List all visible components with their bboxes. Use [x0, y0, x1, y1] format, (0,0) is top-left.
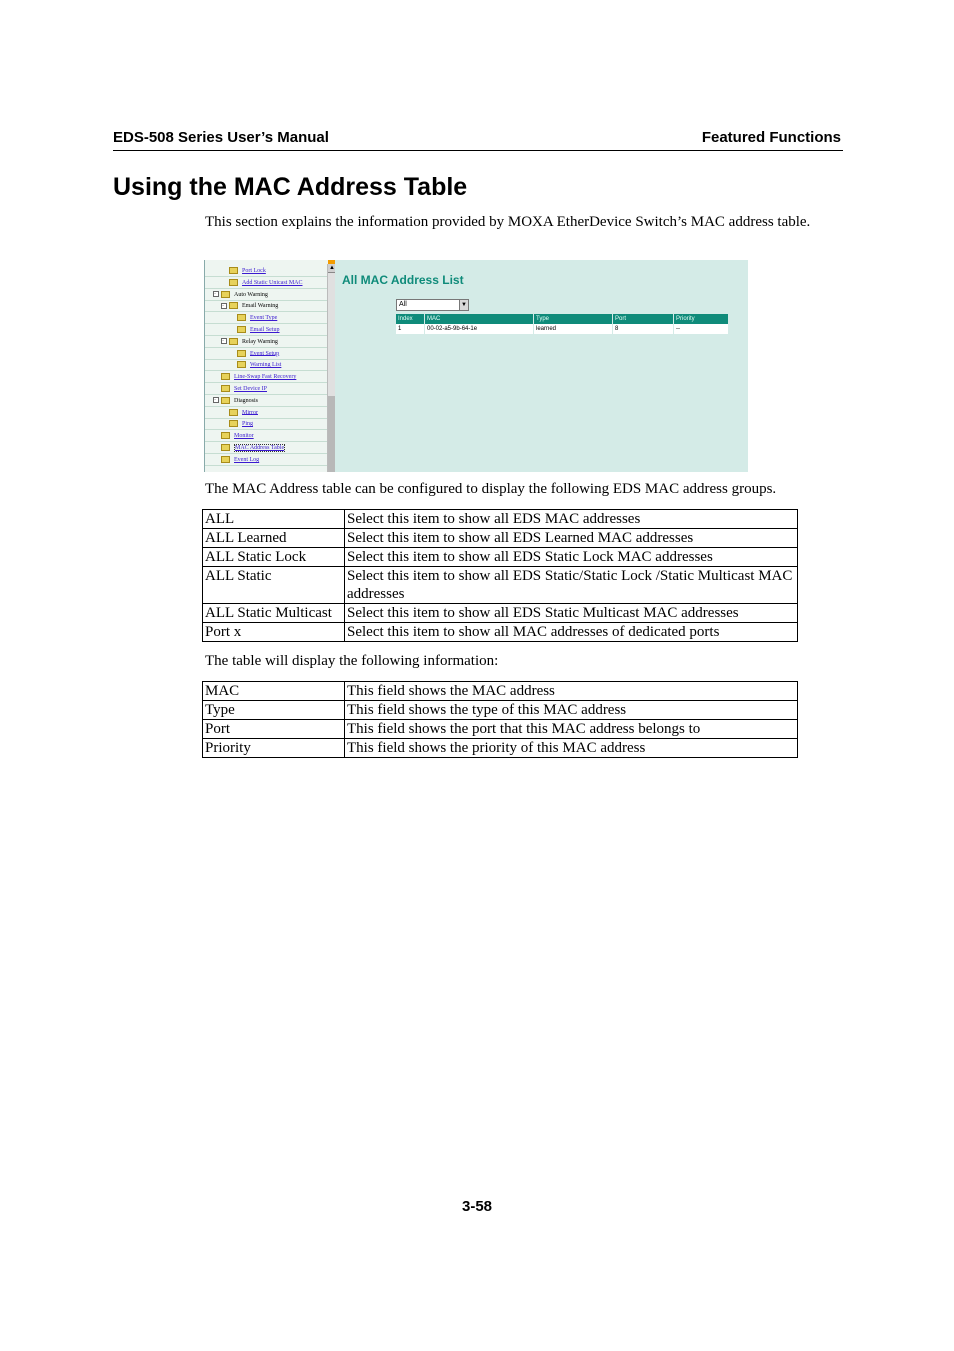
- tree-row-divider: [205, 429, 328, 430]
- table-cell: 8: [613, 324, 674, 334]
- section-title: Using the MAC Address Table: [113, 173, 468, 201]
- table-cell: 00-02-a5-9b-64-1e: [425, 324, 534, 334]
- tree-row-divider: [205, 370, 328, 371]
- table-row: [203, 720, 798, 739]
- item-name: ALL Static Lock: [203, 548, 345, 567]
- tree-item-label: Auto Warning: [234, 291, 268, 298]
- folder-icon: [229, 338, 238, 345]
- item-name: ALL: [203, 510, 345, 529]
- folder-icon: [237, 350, 246, 357]
- tree-item[interactable]: [221, 373, 296, 380]
- tree-item[interactable]: [229, 279, 303, 286]
- tree-item[interactable]: [221, 444, 285, 451]
- tree-row-divider: [205, 288, 328, 289]
- tree-item-label: Diagnosis: [234, 397, 258, 404]
- item-description: Select this item to show all EDS Learned MAC addresses: [345, 529, 798, 548]
- table-row: [203, 739, 798, 758]
- tree-item[interactable]: [229, 267, 266, 274]
- folder-icon: [229, 267, 238, 274]
- tree-row-divider: [205, 418, 328, 419]
- tree-row-divider: [205, 335, 328, 336]
- info-intro: The table will display the following information:: [205, 653, 499, 669]
- folder-icon: [229, 409, 238, 416]
- item-name: Type: [203, 701, 345, 720]
- table-row: [203, 567, 798, 604]
- folder-icon: [229, 302, 238, 309]
- tree-item-label: Event Log: [234, 456, 260, 463]
- chapter-title: Featured Functions: [701, 129, 841, 146]
- collapse-icon[interactable]: −: [213, 397, 219, 403]
- tree-item-label: Relay Warning: [242, 338, 278, 345]
- tree-item: [213, 397, 258, 404]
- tree-row-divider: [205, 323, 328, 324]
- tree-item[interactable]: [237, 350, 279, 357]
- tree-item: [221, 302, 278, 309]
- tree-item-label: Mirror: [242, 409, 258, 416]
- mac-list-table: [396, 314, 729, 334]
- item-description: This field shows the priority of this MAC address: [345, 739, 798, 758]
- folder-icon: [221, 373, 230, 380]
- item-name: ALL Learned: [203, 529, 345, 548]
- tree-item-label: Line-Swap Fast Recovery: [234, 374, 297, 381]
- tree-row-divider: [205, 276, 328, 277]
- tree-row-divider: [205, 465, 328, 466]
- folder-icon: [237, 326, 246, 333]
- table-row: [396, 324, 729, 334]
- page-header: [113, 128, 843, 151]
- table-cell: --: [674, 324, 729, 334]
- item-description: Select this item to show all EDS MAC addresses: [345, 510, 798, 529]
- main-title: All MAC Address List: [342, 273, 464, 287]
- table-row: [203, 701, 798, 720]
- item-name: Priority: [203, 739, 345, 758]
- item-description: This field shows the type of this MAC address: [345, 701, 798, 720]
- fields-table: [202, 681, 798, 758]
- tree-item-label: MAC Address Table: [235, 444, 285, 451]
- tree-item[interactable]: [237, 314, 277, 321]
- table-row: [203, 529, 798, 548]
- page-number: 3-58: [461, 1198, 493, 1215]
- chevron-down-icon[interactable]: ▼: [459, 300, 468, 310]
- tree-item[interactable]: [229, 409, 258, 416]
- item-name: Port: [203, 720, 345, 739]
- select-value: All: [399, 301, 407, 308]
- tree-item-label: Email Setup: [250, 326, 280, 333]
- item-name: ALL Static Multicast: [203, 604, 345, 623]
- item-description: Select this item to show all EDS Static Multicast MAC addresses: [345, 604, 798, 623]
- column-header: Port: [613, 314, 674, 324]
- tree-item[interactable]: [229, 420, 253, 427]
- ui-screenshot: [204, 260, 748, 472]
- tree-item: [221, 338, 278, 345]
- nav-tree: [204, 260, 328, 472]
- folder-icon: [237, 361, 246, 368]
- folder-icon: [229, 279, 238, 286]
- column-header: Priority: [674, 314, 729, 324]
- tree-row-divider: [205, 359, 328, 360]
- folder-icon: [221, 291, 230, 298]
- collapse-icon[interactable]: −: [221, 303, 227, 309]
- tree-row-divider: [205, 453, 328, 454]
- table-row: [203, 548, 798, 567]
- tree-item[interactable]: [237, 326, 280, 333]
- tree-row-divider: [205, 406, 328, 407]
- column-header: Type: [534, 314, 613, 324]
- tree-item-label: Port Lock: [242, 267, 266, 274]
- table-row: [203, 623, 798, 642]
- manual-title: EDS-508 Series User’s Manual: [113, 129, 329, 146]
- tree-item[interactable]: [221, 456, 259, 463]
- folder-icon: [229, 420, 238, 427]
- mac-group-select[interactable]: [396, 299, 469, 311]
- tree-row-divider: [205, 347, 328, 348]
- table-cell: 1: [396, 324, 425, 334]
- folder-icon: [221, 432, 230, 439]
- tree-row-divider: [205, 394, 328, 395]
- tree-row-divider: [205, 441, 328, 442]
- intro-paragraph: This section explains the information provided by MOXA EtherDevice Switch’s MAC address table.: [205, 214, 811, 230]
- groups-table: [202, 509, 798, 642]
- tree-row-divider: [205, 300, 328, 301]
- column-header: MAC: [425, 314, 534, 324]
- item-name: ALL Static: [203, 567, 345, 604]
- item-name: MAC: [203, 682, 345, 701]
- collapse-icon[interactable]: −: [221, 338, 227, 344]
- tree-item-label: Event Type: [250, 315, 278, 322]
- table-row: [203, 510, 798, 529]
- item-description: Select this item to show all EDS Static/Static Lock /Static Multicast MAC addresses: [345, 567, 798, 604]
- tree-row-divider: [205, 382, 328, 383]
- tree-item-label: Add Static Unicast MAC: [242, 279, 303, 286]
- item-description: This field shows the MAC address: [345, 682, 798, 701]
- groups-intro: The MAC Address table can be configured to display the following EDS MAC address groups.: [205, 481, 777, 497]
- folder-icon: [237, 314, 246, 321]
- main-panel: [335, 260, 748, 472]
- collapse-icon[interactable]: −: [213, 291, 219, 297]
- tree-item[interactable]: [221, 385, 267, 392]
- item-description: Select this item to show all EDS Static Lock MAC addresses: [345, 548, 798, 567]
- column-header: Index: [396, 314, 425, 324]
- table-row: [203, 682, 798, 701]
- tree-item: [213, 291, 268, 298]
- item-description: This field shows the port that this MAC address belongs to: [345, 720, 798, 739]
- tree-item-label: Monitor: [234, 433, 254, 440]
- item-name: Port x: [203, 623, 345, 642]
- tree-row-divider: [205, 311, 328, 312]
- table-row: [203, 604, 798, 623]
- tree-item[interactable]: [237, 361, 281, 368]
- tree-item[interactable]: [221, 432, 254, 439]
- folder-icon: [221, 397, 230, 404]
- tree-item-label: Set Device IP: [234, 385, 267, 392]
- folder-icon: [221, 385, 230, 392]
- folder-icon: [221, 456, 230, 463]
- tree-item-label: Ping: [242, 421, 254, 428]
- scroll-up-arrow-icon[interactable]: ▲: [329, 265, 335, 271]
- tree-item-label: Event Setup: [250, 350, 280, 357]
- folder-icon: [221, 444, 230, 451]
- table-cell: learned: [534, 324, 613, 334]
- tree-item-label: Warning List: [250, 362, 282, 369]
- tree-item-label: Email Warning: [242, 303, 279, 310]
- item-description: Select this item to show all MAC addresses of dedicated ports: [345, 623, 798, 642]
